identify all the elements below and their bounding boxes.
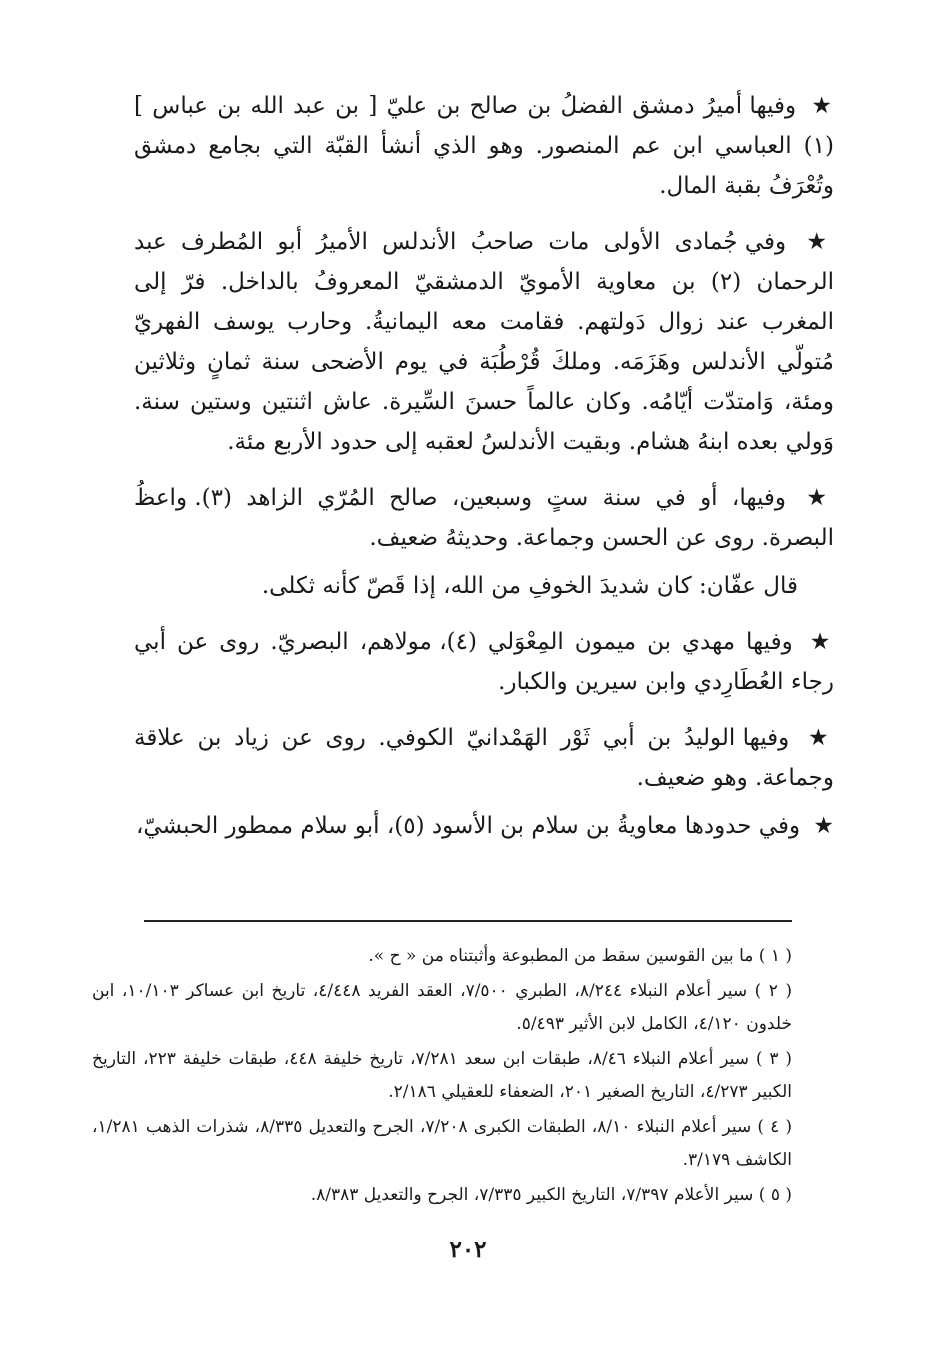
footnote-number: ( ٥ ) bbox=[758, 1185, 792, 1205]
entry-abd-al-rahman bbox=[134, 222, 834, 462]
star-marker: ★ bbox=[811, 93, 834, 119]
footnote-item bbox=[92, 975, 792, 1041]
page-number: ٢٠٢ bbox=[449, 1236, 487, 1263]
star-marker: ★ bbox=[813, 813, 834, 839]
footnote-item bbox=[92, 1043, 792, 1109]
footnote-text: سير الأعلام ٧/٣٩٧، التاريخ الكبير ٧/٣٣٥، الجرح والتعديل ٨/٣٨٣. bbox=[310, 1185, 754, 1205]
footnote-item bbox=[92, 940, 792, 973]
quote-text: قال عفّان: كان شديدَ الخوفِ من الله، إذا قَصّ كأنه ثكلى. bbox=[261, 573, 798, 599]
footnote-number: ( ٣ ) bbox=[755, 1049, 792, 1069]
entry-text: وفيها الوليدُ بن أبي ثَوْر الهَمْدانيّ الكوفي. روى عن زياد بن علاقة وجماعة. وهو ضعيف. bbox=[134, 725, 834, 791]
entry-mahdi-ibn-maymun bbox=[134, 622, 834, 702]
quote-affan bbox=[134, 566, 834, 606]
footnote-item bbox=[92, 1111, 792, 1177]
main-text bbox=[134, 86, 834, 862]
footnote-divider bbox=[144, 920, 792, 922]
entry-walid-ibn-abi-thawr bbox=[134, 718, 834, 798]
entry-fadl-ibn-salih bbox=[134, 86, 834, 206]
star-marker: ★ bbox=[806, 485, 835, 511]
star-marker: ★ bbox=[806, 229, 834, 255]
footnote-item bbox=[92, 1179, 792, 1212]
footnote-number: ( ١ ) bbox=[758, 946, 792, 966]
footnote-text: سير أعلام النبلاء ٨/٤٦، طبقات ابن سعد ٧/٢٨١، تاريخ خليفة ٤٤٨، طبقات خليفة ٢٢٣، التاريخ الكبير ٤/٢٧٣، التاريخ الصغير ٢٠١، الضعفاء للعقيلي ٢/١٨٦. bbox=[92, 1049, 792, 1102]
star-marker: ★ bbox=[809, 629, 834, 655]
footnotes bbox=[92, 940, 792, 1214]
entry-text: وفي حدودها معاويةُ بن سلام بن الأسود (٥)، أبو سلام ممطور الحبشيّ، bbox=[135, 813, 801, 839]
entry-text: وفي جُمادى الأولى مات صاحبُ الأندلس الأميرُ أبو المُطرف عبد الرحمان (٢) بن معاوية الأمويّ الدمشقيّ المعروفُ بالداخل. فرّ إلى المغرب عند زوال دَولتهم. فقامت معه اليمانيةُ. وحارب يوسف الفهريّ مُتولّي الأندلس وهَزَمَه. وملكَ قُرْطُبَة في يوم الأضحى سنة ثمانٍ وثلاثين ومئة، وَامتدّت أيّامُه. وكان عالماً حسنَ السِّيرة. عاش اثنتين وستين سنة. وَولي بعده ابنهُ هشام. وبقيت الأندلسُ لعقبه إلى حدود الأربع مئة. bbox=[134, 229, 834, 455]
footnote-text: ما بين القوسين سقط من المطبوعة وأثبتناه من « ح ». bbox=[368, 946, 754, 966]
entry-muawiya-ibn-sallam bbox=[134, 806, 834, 846]
entry-text: وفيها أميرُ دمشق الفضلُ بن صالح بن عليّ [ بن عبد الله بن عباس ] (١) العباسي ابن عم المنصور. وهو الذي أنشأ القبّة التي بجامع دمشق وتُعْرَفُ بقبة المال. bbox=[134, 93, 834, 199]
entry-text: وفيها مهدي بن ميمون المِعْوَلي (٤)، مولاهم، البصريّ. روى عن أبي رجاء العُطَارِدي وابن سيرين والكبار. bbox=[134, 629, 834, 695]
footnote-number: ( ٢ ) bbox=[754, 981, 792, 1001]
star-marker: ★ bbox=[807, 725, 834, 751]
footnote-text: سير أعلام النبلاء ٨/٢٤٤، الطبري ٧/٥٠٠، العقد الفريد ٤/٤٤٨، تاريخ ابن عساكر ١٠/١٠٣، ابن خلدون ٤/١٢٠، الكامل لابن الأثير ٥/٤٩٣. bbox=[92, 981, 792, 1034]
entry-text: وفيها، أو في سنة ستٍ وسبعين، صالح المُرّي الزاهد (٣). واعظُ البصرة. روى عن الحسن وجماعة. وحديثهُ ضعيف. bbox=[134, 485, 834, 551]
entry-salih-al-murri bbox=[134, 478, 834, 558]
footnote-number: ( ٤ ) bbox=[757, 1117, 792, 1137]
footnote-text: سير أعلام النبلاء ٨/١٠، الطبقات الكبرى ٧/٢٠٨، الجرح والتعديل ٨/٣٣٥، شذرات الذهب ١/٢٨١، الكاشف ٣/١٧٩. bbox=[92, 1117, 792, 1170]
